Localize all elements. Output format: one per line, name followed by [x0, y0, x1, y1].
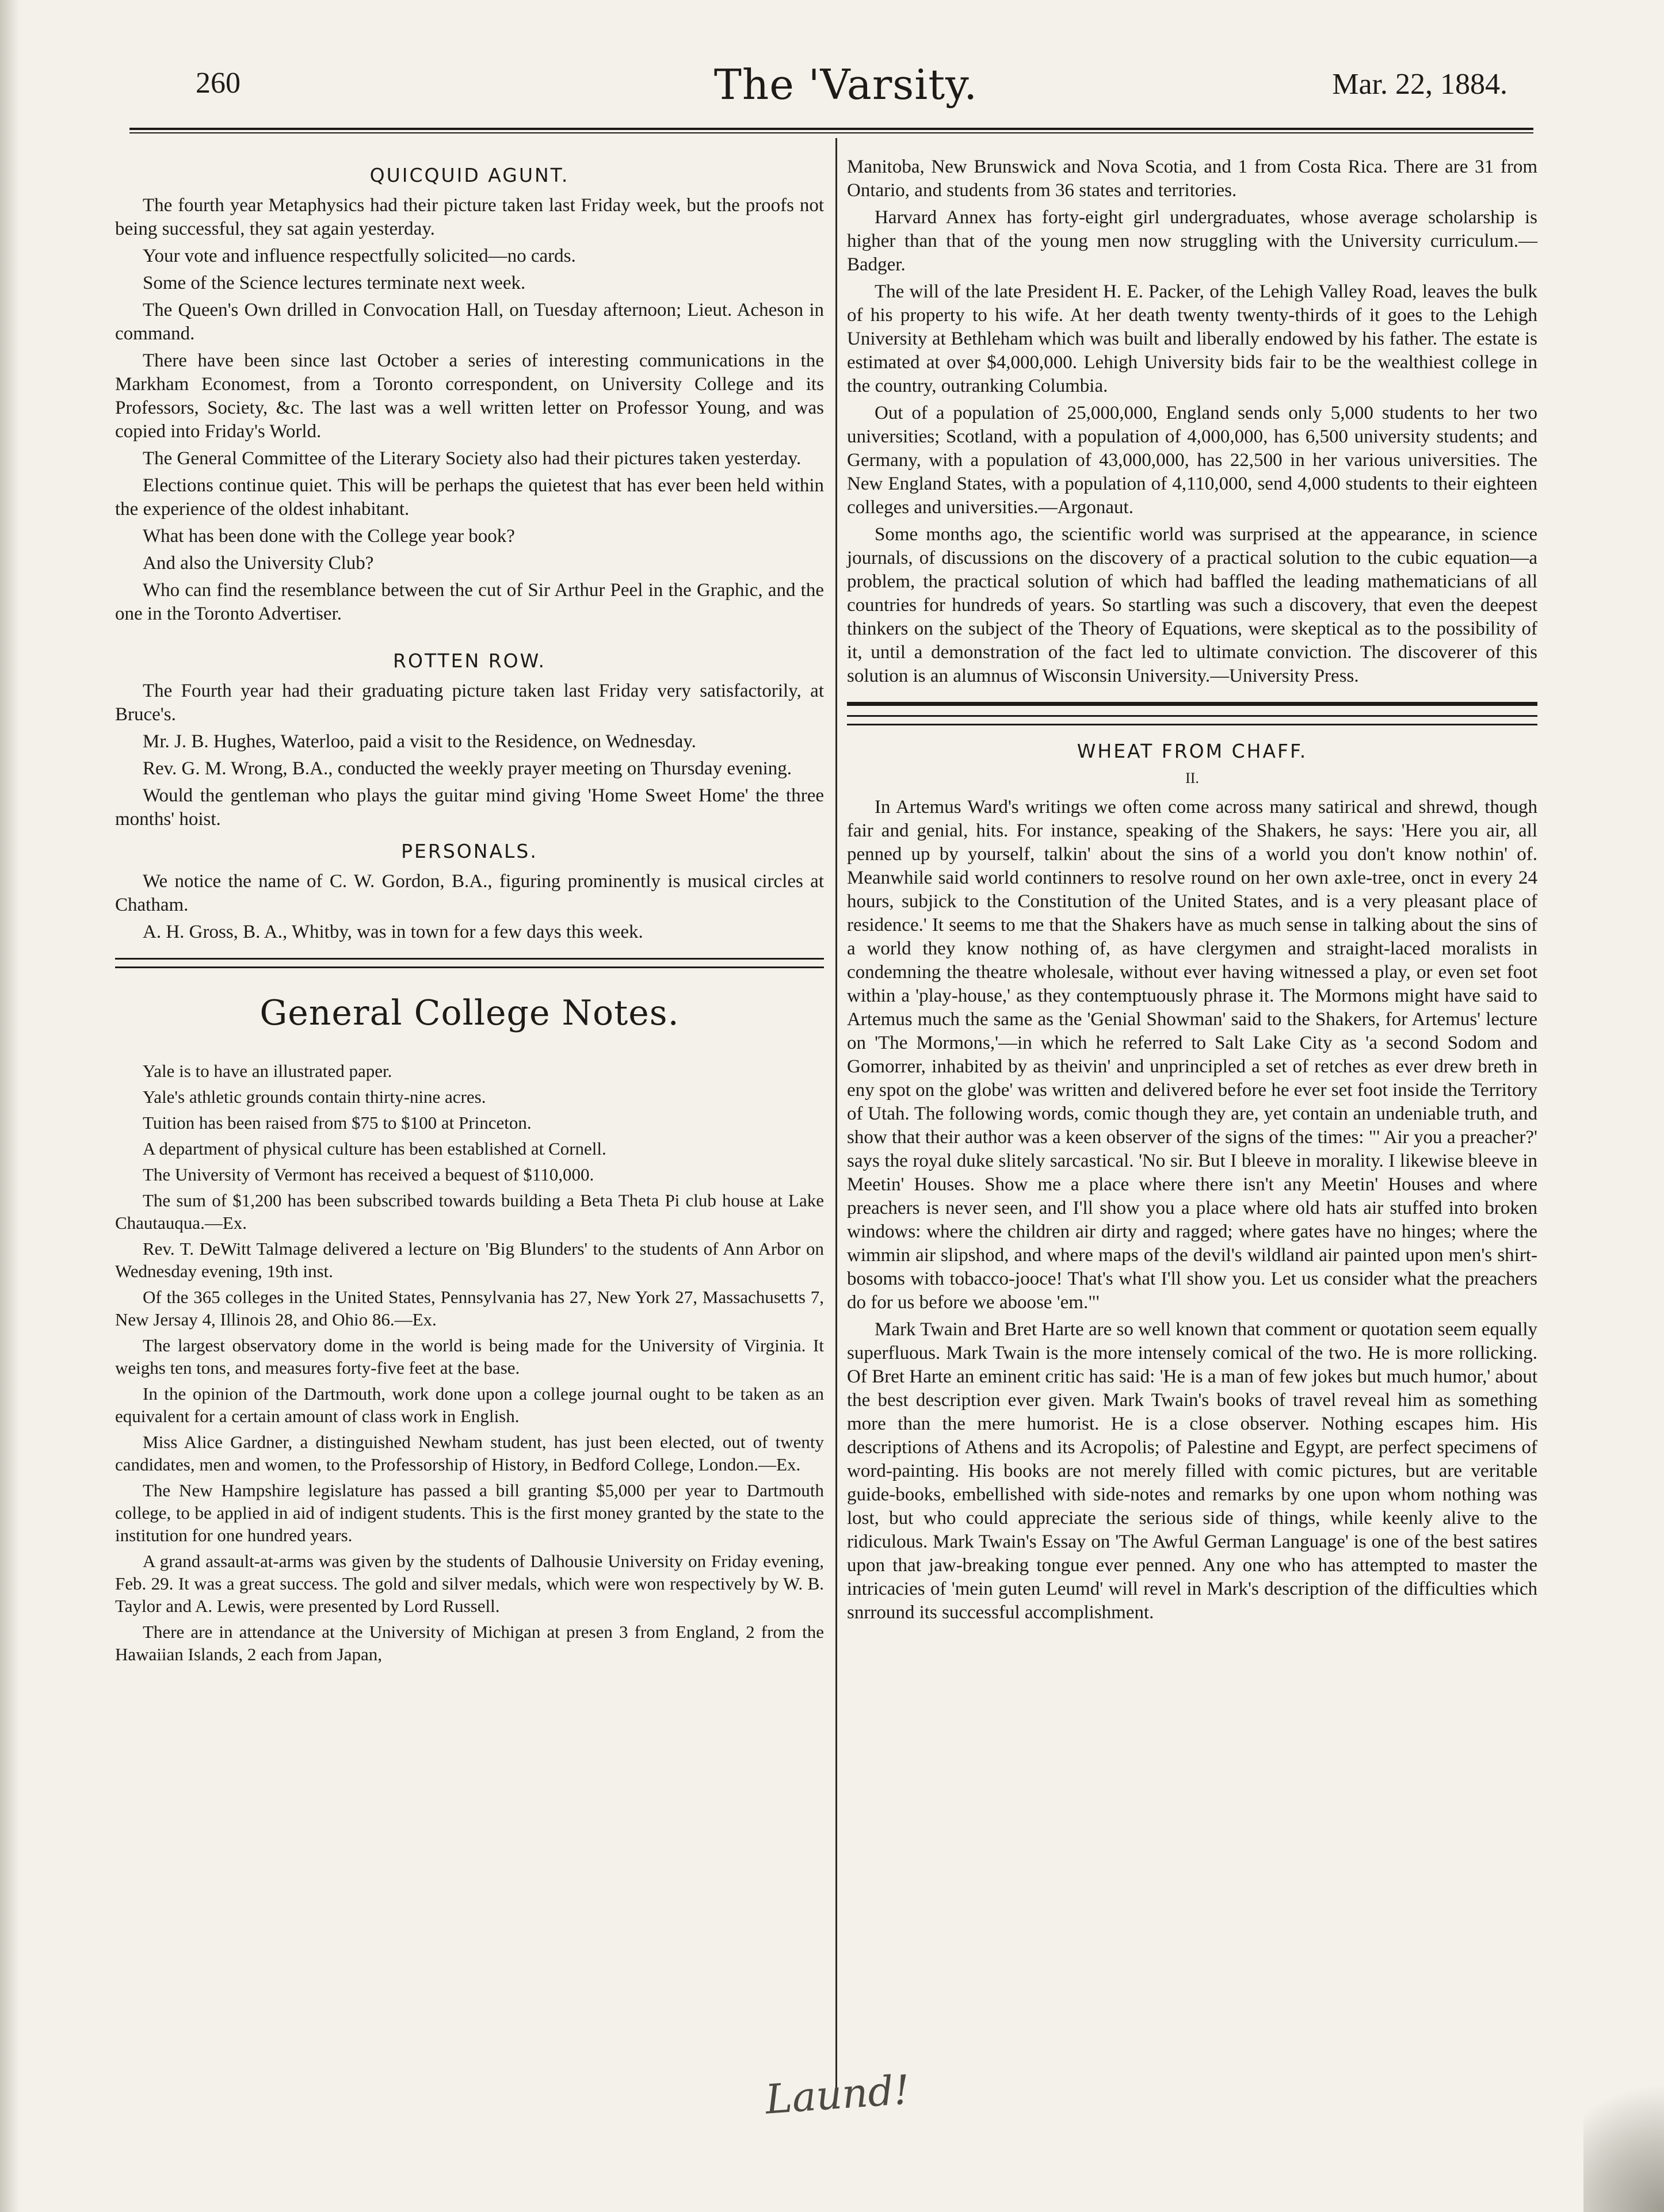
college-note: The largest observatory dome in the world is being made for the University of Virginia. It weighs ten tons, and measures forty-five feet at the base.	[115, 1335, 824, 1378]
header-rule-top	[129, 128, 1533, 130]
college-note: Of the 365 colleges in the United States, Pennsylvania has 27, New York 27, Massachusetts 7, New Jersay 4, Illinois 28, and Ohio 86.—Ex.	[115, 1287, 824, 1330]
quicquid-item: There have been since last October a series of interesting communications in the Markham Economest, from a Toronto correspondent, on University College and its Professors, Society, &c. The last was a well written letter on Professor Young, and was copied into Friday's World.	[115, 350, 824, 442]
college-note: In the opinion of the Dartmouth, work done upon a college journal ought to be taken as an equivalent for a certain amount of class work in English.	[115, 1384, 824, 1426]
journal-title: The 'Varsity.	[713, 60, 978, 109]
quicquid-item: Some of the Science lectures terminate next week.	[143, 273, 526, 293]
general-college-notes-heading: General College Notes.	[259, 993, 680, 1033]
college-note: A department of physical culture has been established at Cornell.	[143, 1139, 606, 1159]
college-note: Out of a population of 25,000,000, England sends only 5,000 students to her two universities; Scotland, with a population of 4,000,000, has 6,500 university students; and Germany, with a population of 43,000,000, has 22,500 in her various universities. The New England States, with a population of 4,110,000, send 4,000 students to their eighteen colleges and universities.—Argonaut.	[847, 403, 1537, 518]
masthead	[173, 60, 1519, 124]
issue-date: Mar. 22, 1884.	[1332, 68, 1507, 101]
column-divider	[835, 138, 837, 2091]
quicquid-item: Your vote and influence respectfully solicited—no cards.	[143, 246, 576, 266]
quicquid-item: Elections continue quiet. This will be perhaps the quietest that has ever been held within the experience of the oldest inhabitant.	[115, 475, 824, 519]
quicquid-item: And also the University Club?	[143, 553, 374, 574]
header-rule-bottom	[129, 132, 1533, 133]
right-column	[847, 155, 1537, 1628]
quicquid-item: Who can find the resemblance between the cut of Sir Arthur Peel in the Graphic, and the one in the Toronto Advertiser.	[115, 580, 824, 624]
rotten-row-item: Rev. G. M. Wrong, B.A., conducted the weekly prayer meeting on Thursday evening.	[143, 758, 792, 779]
college-note: Rev. T. DeWitt Talmage delivered a lecture on 'Big Blunders' to the students of Ann Arbor on Wednesday evening, 19th inst.	[115, 1239, 824, 1281]
article-paragraph: In Artemus Ward's writings we often come across many satirical and shrewd, though fair and genial, hits. For instance, speaking of the Shakers, he says: 'Here you air, all penned up by yourself, talkin' about the sins of a world you don't know nothin' of. Meanwhile said world continners to resolve round on her own axle-tree, onct in every 24 hours, subjick to the Constitution of the United States, and is a very pleasant place of residence.' It seems to me that the Shakers have as much sense in talking about the sins of a world they know nothing of, as have clergymen and straight-laced moralists in condemning the theatre wholesale, without ever having witnessed a play, or even set foot within a 'play-house,' as they contemptuously phrase it. The Mormons might have said to Artemus much the same as the 'Genial Showman' said to the Shakers, for Artemus' lecture on 'The Mormons,'—in which he referred to Salt Lake City as 'a second Sodom and Gomorrer, inhabited by as theivin' and unprincipled a set of retches as ever drew breth in eny spot on the globe' was written and delivered before he ever set foot inside the Territory of Utah. The following words, comic though they are, yet contain an undeniable truth, and show that their author was a keen observer of the signs of the times: "' Air you a preacher?' says the royal duke slitely sarcastical. 'No sir. But I bleeve in morality. I likewise bleeve in Meetin' Houses. Show me a place where there isn't any Meetin' Houses and where preachers is never seen, and I'll show you a place where old hats air stuffed into broken windows: where the children air dirty and ragged; where gates have no hinges; where the wimmin air slipshod, and where maps of the devil's wildland air painted upon men's shirt-bosoms with tobacco-jooce! That's what I'll show you. Let us consider what the preachers do for us before we aboose 'em."'	[847, 797, 1537, 1313]
college-note: The will of the late President H. E. Packer, of the Lehigh Valley Road, leaves the bulk of his property to his wife. At her death twenty twenty-thirds of it goes to the Lehigh University at Bethleham which was built and liberally endowed by his father. The estate is estimated at over $4,000,000. Lehigh University bids fair to be the wealthiest college in the country, outranking Columbia.	[847, 281, 1537, 396]
page-edge-shadow	[0, 0, 20, 2212]
college-note: There are in attendance at the University of Michigan at presen 3 from England, 2 from the Hawaiian Islands, 2 each from Japan,	[115, 1622, 824, 1664]
page-corner-wear	[1583, 2062, 1664, 2212]
college-note: Miss Alice Gardner, a distinguished Newham student, has just been elected, out of twenty candidates, men and women, to the Professorship of History, in Bedford College, London.—Ex.	[115, 1432, 824, 1474]
general-notes	[115, 1060, 824, 1665]
handwritten-margin-note: Laund!	[764, 2066, 911, 2123]
college-note: The sum of $1,200 has been subscribed towards building a Beta Theta Pi club house at Lake Chautauqua.—Ex.	[115, 1190, 824, 1233]
quicquid-item: The Queen's Own drilled in Convocation Hall, on Tuesday afternoon; Lieut. Acheson in command.	[115, 300, 824, 344]
college-note: Yale's athletic grounds contain thirty-nine acres.	[143, 1087, 486, 1107]
college-note: Harvard Annex has forty-eight girl undergraduates, whose average scholarship is higher than that of the young men now struggling with the University curriculum.—Badger.	[847, 207, 1537, 275]
college-note: A grand assault-at-arms was given by the students of Dalhousie University on Friday evening, Feb. 29. It was a great success. The gold and silver medals, which were won respectively by W. B. Taylor and A. Lewis, were presented by Lord Russell.	[115, 1551, 824, 1616]
section-divider	[115, 958, 824, 968]
personals-item: A. H. Gross, B. A., Whitby, was in town for a few days this week.	[143, 922, 643, 942]
college-note: The University of Vermont has received a bequest of $110,000.	[143, 1164, 594, 1185]
article-paragraph: Mark Twain and Bret Harte are so well known that comment or quotation seem equally superfluous. Mark Twain is the more intensely comical of the two. He is more rollicking. Of Bret Harte an eminent critic has said: 'He is a man of few jokes but much humor,' about the best description ever given. Mark Twain's books of travel reveal him as something more than the mere humorist. He is a close observer. Nothing escapes him. His descriptions of Athens and its Acropolis; of Palestine and Egypt, are perfect specimens of word-painting. His books are not merely filled with comic pictures, but are veritable guide-books, embellished with side-notes and remarks by one upon whom nothing was lost, but who could appreciate the serious side of things, while keenly alive to the ridiculous. Mark Twain's Essay on 'The Awful German Language' is one of the best satires upon that jaw-breaking tongue ever penned. Any one who has attempted to master the intricacies of 'mein guten Leumd' will revel in Mark's description of the difficulties which snrround its successful accomplishment.	[847, 1319, 1537, 1623]
rotten-row-item: The Fourth year had their graduating picture taken last Friday very satisfactorily, at Bruce's.	[115, 681, 824, 725]
personals-item: We notice the name of C. W. Gordon, B.A., figuring prominently is musical circles at Chatham.	[115, 871, 824, 915]
college-note: Manitoba, New Brunswick and Nova Scotia, and 1 from Costa Rica. There are 31 from Ontario, and students from 36 states and territories.	[847, 156, 1537, 201]
rotten-row-item: Would the gentleman who plays the guitar mind giving 'Home Sweet Home' the three months' hoist.	[115, 785, 824, 830]
wheat-from-chaff-part: II.	[1185, 770, 1199, 786]
quicquid-item: The General Committee of the Literary Society also had their pictures taken yesterday.	[143, 448, 802, 469]
college-note: The New Hampshire legislature has passed a bill granting $5,000 per year to Dartmouth college, to be applied in aid of indigent students. This is the first money granted by the state to the institution for one hundred years.	[115, 1480, 824, 1545]
left-column	[115, 155, 824, 1669]
rotten-row-item: Mr. J. B. Hughes, Waterloo, paid a visit to the Residence, on Wednesday.	[143, 731, 696, 752]
quicquid-item: What has been done with the College year book?	[143, 526, 515, 547]
college-note: Yale is to have an illustrated paper.	[143, 1061, 392, 1081]
section-divider	[847, 702, 1537, 706]
college-note: Tuition has been raised from $75 to $100 at Princeton.	[143, 1113, 532, 1133]
rotten-row-heading: ROTTEN ROW.	[393, 650, 546, 672]
college-note: Some months ago, the scientific world was surprised at the appearance, in science journals, of discussions on the discovery of a practical solution to the cubic equation—a problem, the practical solution of which had baffled the leading mathematicians of all countries for hundreds of years. So startling was such a discovery, that even the deepest thinkers on the subject of the Theory of Equations, were skeptical as to the possibility of it, until a demonstration of the fact led to ultimate conviction. The discoverer of this solution is an alumnus of Wisconsin University.—University Press.	[847, 524, 1537, 686]
quicquid-item: The fourth year Metaphysics had their picture taken last Friday week, but the proofs not being successful, they sat again yesterday.	[115, 195, 824, 239]
section-divider	[847, 715, 1537, 725]
quicquid-agunt-heading: QUICQUID AGUNT.	[369, 164, 570, 186]
wheat-from-chaff-heading: WHEAT FROM CHAFF.	[1077, 740, 1308, 762]
personals-heading: PERSONALS.	[401, 840, 538, 862]
page-number: 260	[196, 67, 241, 100]
